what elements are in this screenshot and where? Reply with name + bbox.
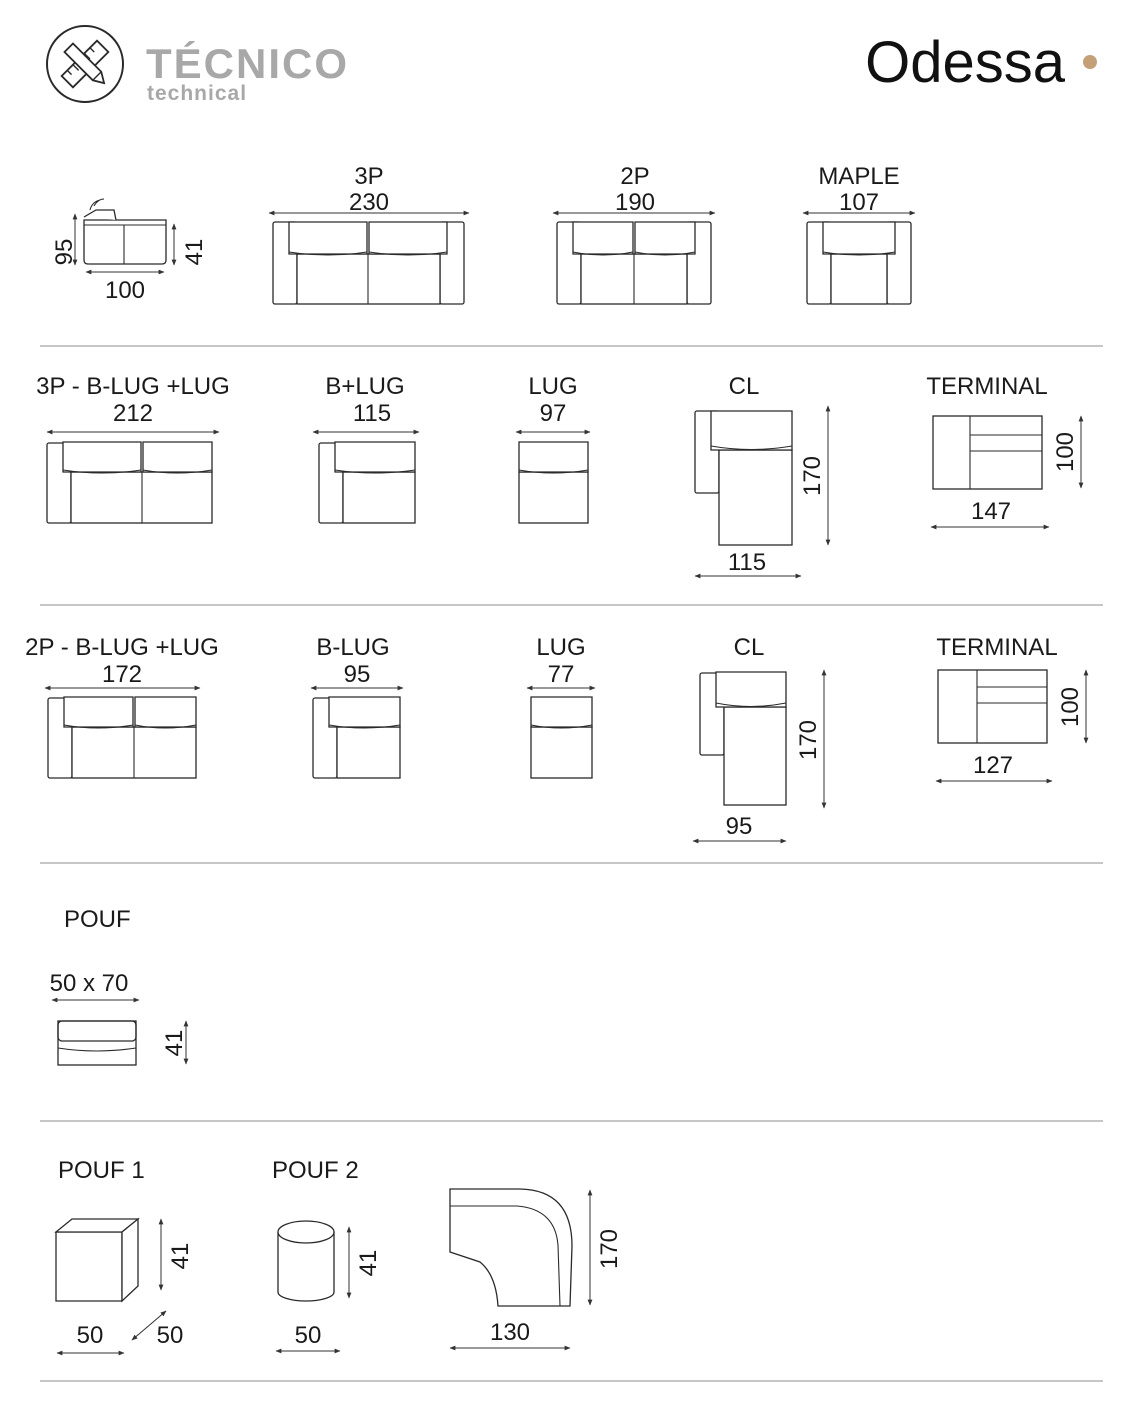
side-height-total: 95 (51, 238, 78, 266)
large-m5 (926, 373, 1081, 527)
large-m1 (36, 373, 230, 523)
brand-subtitle: technical (147, 82, 248, 105)
small-m4-width: 95 (725, 813, 753, 840)
armchair-label: MAPLE (818, 163, 900, 190)
large-m4 (695, 373, 828, 576)
large-m5-width: 147 (970, 498, 1012, 525)
large-m1-label: 3P - B-LUG +LUG (36, 373, 230, 400)
pouf-label: POUF (64, 906, 131, 933)
product-name: Odessa (865, 30, 1065, 95)
side-seat-height: 41 (181, 238, 208, 266)
header (47, 26, 1097, 105)
row-small-modular (25, 634, 1086, 841)
small-m4-depth: 170 (795, 719, 822, 761)
large-m1-width: 212 (112, 400, 154, 427)
large-m5-depth: 100 (1052, 431, 1079, 473)
sofa-3p (269, 163, 469, 304)
curved-module (450, 1189, 623, 1348)
pouf-size: 50 x 70 (49, 970, 129, 997)
large-m3-label: LUG (528, 373, 578, 400)
pouf1-depth: 50 (156, 1322, 184, 1349)
small-m2-label: B-LUG (316, 634, 390, 661)
large-m3-width: 97 (539, 400, 567, 427)
pouf2-label: POUF 2 (272, 1157, 359, 1184)
curve-depth: 170 (596, 1228, 623, 1270)
row-poufs-extra (56, 1157, 623, 1353)
small-m5-width: 127 (972, 752, 1014, 779)
small-m5-depth: 100 (1057, 686, 1084, 728)
small-m3-label: LUG (536, 634, 586, 661)
large-m2 (313, 373, 419, 523)
large-m5-label: TERMINAL (926, 373, 1048, 400)
armchair-width: 107 (838, 189, 880, 216)
row-large-modular (36, 373, 1081, 576)
small-m3-width: 77 (547, 661, 575, 688)
small-m4 (693, 634, 824, 841)
small-m1 (25, 634, 219, 778)
large-m4-label: CL (728, 373, 760, 400)
large-m4-width: 115 (727, 549, 767, 576)
large-m3 (516, 373, 590, 523)
sofa-2p-width: 190 (614, 189, 656, 216)
sofa-side-view (51, 199, 208, 304)
large-m2-width: 115 (352, 400, 392, 427)
curve-width: 130 (489, 1319, 531, 1346)
pouf1-width: 50 (76, 1322, 104, 1349)
brand-title: TÉCNICO (146, 40, 349, 87)
pouf1-label: POUF 1 (58, 1157, 145, 1184)
pencil-ruler-icon (47, 26, 123, 102)
sofa-3p-label: 3P (354, 163, 384, 190)
large-m4-depth: 170 (799, 455, 826, 497)
large-m2-label: B+LUG (325, 373, 405, 400)
row-pouf (50, 906, 188, 1065)
small-m2 (311, 634, 403, 778)
sofa-armchair (803, 163, 915, 304)
small-m3 (527, 634, 595, 778)
row-sofas (51, 163, 915, 304)
pouf2 (272, 1157, 382, 1351)
pouf2-height: 41 (355, 1249, 382, 1277)
small-m1-label: 2P - B-LUG +LUG (25, 634, 219, 661)
accent-dot (1083, 55, 1097, 69)
small-m1-width: 172 (101, 661, 143, 688)
pouf-height: 41 (161, 1029, 188, 1057)
small-m2-width: 95 (343, 661, 371, 688)
sofa-3p-width: 230 (348, 189, 390, 216)
small-m5-label: TERMINAL (936, 634, 1058, 661)
pouf1 (56, 1157, 194, 1353)
small-m4-label: CL (733, 634, 765, 661)
pouf1-height: 41 (167, 1242, 194, 1270)
pouf2-diameter: 50 (294, 1322, 322, 1349)
side-depth: 100 (104, 277, 146, 304)
sofa-2p-label: 2P (620, 163, 650, 190)
small-m5 (936, 634, 1086, 781)
sofa-2p (553, 163, 715, 304)
